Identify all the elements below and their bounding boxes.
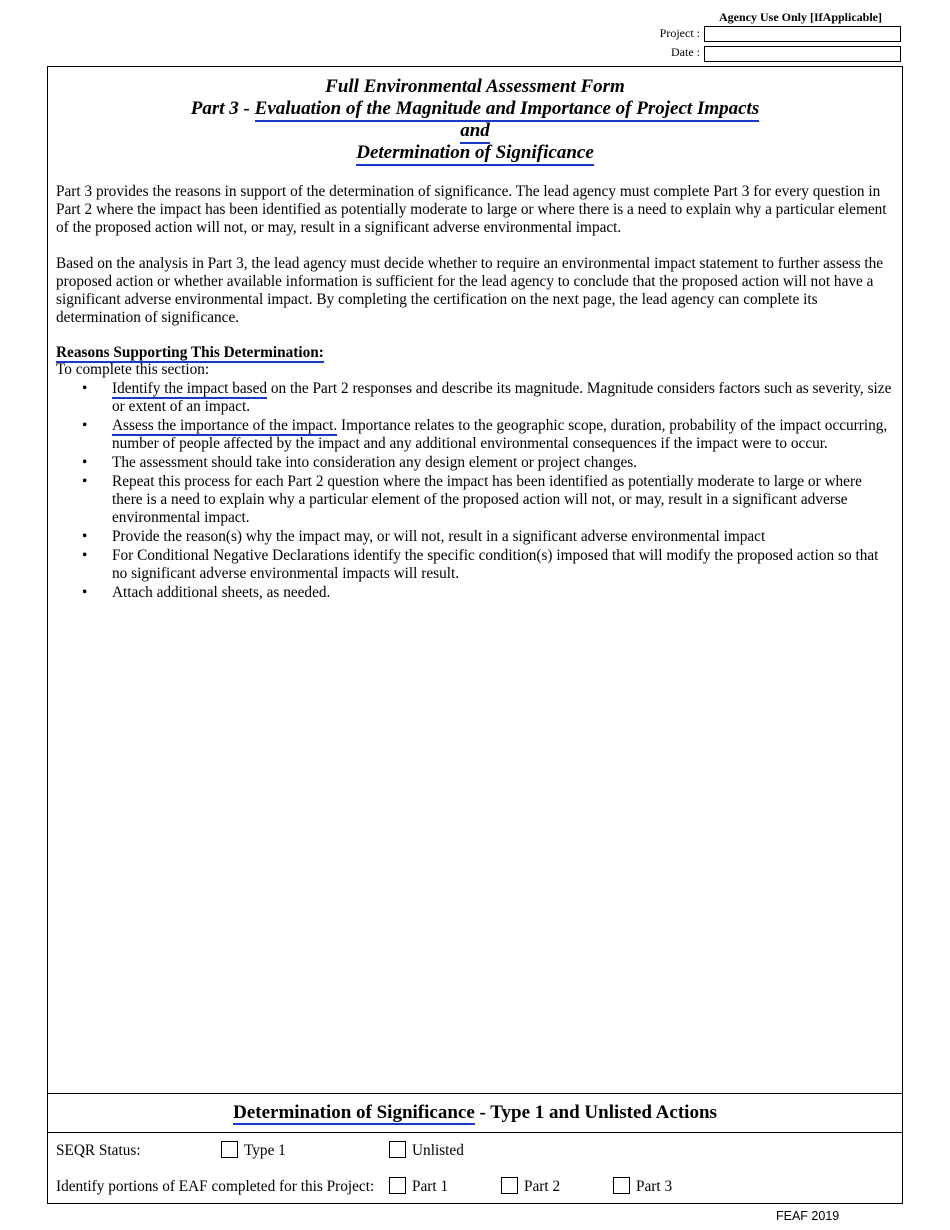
bullet-icon: • (82, 417, 88, 434)
list-item (56, 454, 894, 472)
list-item (56, 528, 894, 546)
determination-subtitle-link[interactable]: Determination of Significance (356, 142, 594, 166)
list-item (56, 584, 894, 602)
reasons-list (56, 380, 894, 603)
determination-subtitle (48, 142, 902, 164)
bullet-icon: • (82, 473, 88, 490)
date-label: Date : (671, 45, 700, 59)
bullet-icon: • (82, 454, 88, 471)
seqr-status-label: SEQR Status: (56, 1142, 141, 1159)
part1-checkbox[interactable] (389, 1177, 406, 1194)
part3-prefix: Part 3 - (190, 98, 255, 119)
reasons-heading-text: Reasons Supporting This Determination: (56, 344, 324, 361)
list-item (56, 547, 894, 583)
bullet-text: Importance relates to the geographic scope, duration, probability of the impact occurring, number of people affected by the impact and any additional environmental consequences if the impact were to occur. (112, 417, 888, 452)
bullet-text: Repeat this process for each Part 2 question where the impact has been identified as potentially moderate to large or where there is a need to explain why a particular element of the proposed action will not, or may, result in a significant adverse environmental impact. (112, 473, 862, 526)
bullet-icon: • (82, 547, 88, 564)
title-and (48, 120, 902, 142)
unlisted-label: Unlisted (412, 1142, 464, 1159)
list-item (56, 417, 894, 453)
part1-option[interactable] (389, 1177, 448, 1196)
bullet-text: on the Part 2 responses and describe its magnitude. Magnitude considers factors such as severity, size or extent of an impact. (112, 380, 892, 415)
part2-checkbox[interactable] (501, 1177, 518, 1194)
unlisted-checkbox[interactable] (389, 1141, 406, 1158)
portions-label: Identify portions of EAF completed for this Project: (56, 1178, 375, 1195)
agency-use-only-label: Agency Use Only [IfApplicable] (719, 10, 882, 24)
list-item (56, 380, 894, 416)
unlisted-option[interactable] (389, 1141, 464, 1160)
analysis-paragraph: Based on the analysis in Part 3, the lead agency must decide whether to require an environmental impact statement to further assess the proposed action or whether available information is sufficient for the lead agency to conclude that the proposed action will not have a significant adverse environmental impact. By completing the certification on the next page, the lead agency can complete its determination of significance. (56, 255, 884, 326)
part3-title-link[interactable]: Evaluation of the Magnitude and Importance of Project Impacts (255, 98, 760, 122)
bullet-icon: • (82, 584, 88, 601)
list-item (56, 473, 894, 527)
bullet-text: Provide the reason(s) why the impact may, or will not, result in a significant adverse environmental impact (112, 528, 766, 545)
identify-impact-link[interactable]: Identify the impact based (112, 380, 268, 397)
bullet-icon: • (82, 380, 88, 397)
part3-label: Part 3 (636, 1178, 673, 1195)
assess-importance-link[interactable]: Assess the importance of the impact. (112, 417, 338, 434)
bullet-text: Attach additional sheets, as needed. (112, 584, 331, 601)
part2-label: Part 2 (524, 1178, 561, 1195)
determination-title-rest: - Type 1 and Unlisted Actions (474, 1102, 717, 1123)
date-field[interactable] (704, 46, 901, 62)
part2-option[interactable] (501, 1177, 560, 1196)
part1-label: Part 1 (412, 1178, 449, 1195)
form-frame (47, 66, 903, 1204)
project-field[interactable] (704, 26, 901, 42)
type1-option[interactable] (221, 1141, 286, 1160)
part3-checkbox[interactable] (613, 1177, 630, 1194)
bullet-text: The assessment should take into consideration any design element or project changes. (112, 454, 638, 471)
type1-checkbox[interactable] (221, 1141, 238, 1158)
title-and-link[interactable]: and (460, 120, 490, 144)
determination-title-link[interactable]: Determination of Significance (233, 1102, 475, 1123)
project-label: Project : (659, 26, 700, 40)
form-version-footer: FEAF 2019 (776, 1209, 840, 1223)
type1-label: Type 1 (244, 1142, 286, 1159)
form-title: Full Environmental Assessment Form (325, 76, 625, 97)
determination-title (48, 1094, 902, 1132)
determination-section (48, 1093, 902, 1133)
intro-paragraph: Part 3 provides the reasons in support of the determination of significance. The lead agency must complete Part 3 for every question in Part 2 where the impact has been identified as potentially moderate to large or where there is a need to explain why a particular element of the proposed action will not, or may, result in a significant adverse environmental impact. (56, 183, 887, 236)
bullet-text: For Conditional Negative Declarations identify the specific condition(s) imposed that will modify the proposed action so that no significant adverse environmental impacts will result. (112, 547, 879, 582)
bullet-icon: • (82, 528, 88, 545)
reasons-intro: To complete this section: (56, 361, 210, 378)
reasons-heading (56, 344, 324, 362)
part3-option[interactable] (613, 1177, 672, 1196)
part3-title (48, 98, 902, 120)
